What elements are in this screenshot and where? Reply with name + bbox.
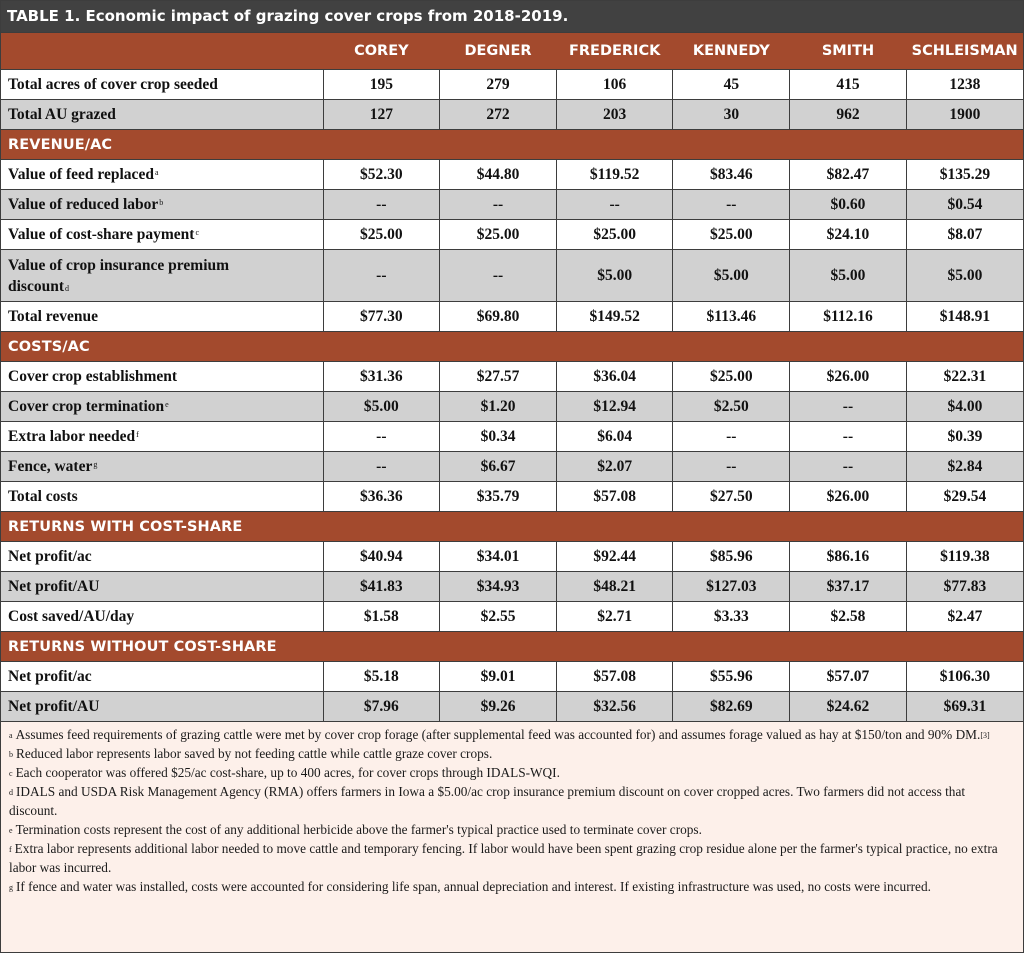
table-cell: $3.33 <box>673 602 790 632</box>
table-cell: 272 <box>440 100 557 130</box>
table-row <box>1 100 1023 130</box>
table-cell: $22.31 <box>906 362 1023 392</box>
table-row <box>1 362 1023 392</box>
section-header: REVENUE/AC <box>1 130 1023 160</box>
footnote-mark: c <box>9 769 13 778</box>
table-cell: $37.17 <box>790 572 907 602</box>
table-cell: 127 <box>323 100 440 130</box>
table-cell: $24.10 <box>790 220 907 250</box>
table-row <box>1 572 1023 602</box>
table-cell: -- <box>323 422 440 452</box>
table-cell: $2.58 <box>790 602 907 632</box>
table-cell: $69.31 <box>906 692 1023 722</box>
section-header-row <box>1 512 1023 542</box>
footnote <box>9 820 1013 839</box>
footnote-marker: d <box>65 283 69 293</box>
table-cell: $1.20 <box>440 392 557 422</box>
table-cell: $85.96 <box>673 542 790 572</box>
footnote-mark: g <box>9 883 13 892</box>
footnote-marker: b <box>159 197 164 207</box>
footnote-mark: b <box>9 750 13 759</box>
table-cell: $35.79 <box>440 482 557 512</box>
table-cell: $25.00 <box>440 220 557 250</box>
economic-impact-table <box>1 32 1023 721</box>
footnote <box>9 744 1013 763</box>
table-cell: -- <box>323 190 440 220</box>
table-cell: $82.69 <box>673 692 790 722</box>
table-cell: $57.08 <box>556 662 673 692</box>
table-cell: $1.58 <box>323 602 440 632</box>
table-cell: $12.94 <box>556 392 673 422</box>
section-header-row <box>1 332 1023 362</box>
footnote-text: Reduced labor represents labor saved by not feeding cattle while cattle graze cover crops. <box>16 746 493 761</box>
footnote-reference: [3] <box>980 731 990 740</box>
column-header-blank <box>1 33 323 70</box>
table-cell: $57.08 <box>556 482 673 512</box>
table-cell: $119.38 <box>906 542 1023 572</box>
table-cell: $5.00 <box>556 250 673 302</box>
footnote-marker: f <box>136 429 139 439</box>
table-cell: $2.47 <box>906 602 1023 632</box>
table-cell: $55.96 <box>673 662 790 692</box>
table-cell: -- <box>323 452 440 482</box>
table-cell: -- <box>790 422 907 452</box>
table-cell: $0.54 <box>906 190 1023 220</box>
table-row <box>1 542 1023 572</box>
table-cell: $5.00 <box>906 250 1023 302</box>
table-cell: $113.46 <box>673 302 790 332</box>
table-cell: $2.84 <box>906 452 1023 482</box>
table-cell: -- <box>673 422 790 452</box>
row-label-text: Net profit/ac <box>8 667 92 685</box>
footnote-mark: f <box>9 845 12 854</box>
table-cell: $2.07 <box>556 452 673 482</box>
table-cell: $26.00 <box>790 482 907 512</box>
footnote-marker: e <box>165 399 169 409</box>
row-label <box>1 602 323 632</box>
table-cell: $0.39 <box>906 422 1023 452</box>
table-cell: $36.36 <box>323 482 440 512</box>
table-cell: -- <box>323 250 440 302</box>
table-cell: $92.44 <box>556 542 673 572</box>
row-label-text: Total revenue <box>8 307 98 325</box>
table-cell: $41.83 <box>323 572 440 602</box>
footnote-mark: d <box>9 788 13 797</box>
row-label-text: Cover crop establishment <box>8 367 178 385</box>
column-header: COREY <box>323 33 440 70</box>
footnote-text: Assumes feed requirements of grazing cattle were met by cover crop forage (after supplemental feed was accounted for) and assumes forage valued as hay at $150/ton and 90% DM. <box>15 727 981 742</box>
row-label-text: Net profit/AU <box>8 577 100 595</box>
table-cell: $82.47 <box>790 160 907 190</box>
table-cell: 1900 <box>906 100 1023 130</box>
footnote <box>9 782 1013 820</box>
row-label-text: Net profit/ac <box>8 547 92 565</box>
column-header: SMITH <box>790 33 907 70</box>
section-header: COSTS/AC <box>1 332 1023 362</box>
table-cell: $52.30 <box>323 160 440 190</box>
table-cell: $8.07 <box>906 220 1023 250</box>
table-row <box>1 250 1023 302</box>
table-cell: $112.16 <box>790 302 907 332</box>
table-cell: $6.67 <box>440 452 557 482</box>
footnote-text: Termination costs represent the cost of any additional herbicide above the farmer's typical practice used to terminate cover crops. <box>15 822 702 837</box>
footnote-marker: a <box>154 167 159 177</box>
table-cell: 962 <box>790 100 907 130</box>
table-title: TABLE 1. Economic impact of grazing cover crops from 2018-2019. <box>1 1 1023 32</box>
row-label <box>1 70 323 100</box>
table-cell: $25.00 <box>323 220 440 250</box>
row-label <box>1 482 323 512</box>
table-cell: $34.01 <box>440 542 557 572</box>
table-cell: $6.04 <box>556 422 673 452</box>
table-row <box>1 602 1023 632</box>
row-label <box>1 692 323 722</box>
table-cell: -- <box>556 190 673 220</box>
row-label-text: Total costs <box>8 487 78 505</box>
table-cell: $77.83 <box>906 572 1023 602</box>
footnote <box>9 763 1013 782</box>
table-cell: $5.00 <box>323 392 440 422</box>
table-cell: $149.52 <box>556 302 673 332</box>
table-row <box>1 302 1023 332</box>
table-cell: $26.00 <box>790 362 907 392</box>
table-cell: $34.93 <box>440 572 557 602</box>
table-cell: $36.04 <box>556 362 673 392</box>
row-label-text: Net profit/AU <box>8 697 100 715</box>
table-cell: $4.00 <box>906 392 1023 422</box>
table-cell: $25.00 <box>556 220 673 250</box>
row-label <box>1 160 323 190</box>
footnotes <box>1 721 1023 896</box>
footnote <box>9 839 1013 877</box>
table-cell: $31.36 <box>323 362 440 392</box>
table-cell: -- <box>790 392 907 422</box>
table-body <box>1 33 1023 722</box>
table-cell: 45 <box>673 70 790 100</box>
table-cell: -- <box>790 452 907 482</box>
footnote <box>9 725 1013 744</box>
section-header: RETURNS WITHOUT COST-SHARE <box>1 632 1023 662</box>
row-label <box>1 250 323 302</box>
table-cell: $29.54 <box>906 482 1023 512</box>
table-cell: $69.80 <box>440 302 557 332</box>
table-row <box>1 662 1023 692</box>
table-cell: $32.56 <box>556 692 673 722</box>
footnote-marker: c <box>195 227 199 237</box>
table-cell: $5.00 <box>790 250 907 302</box>
table-cell: $27.57 <box>440 362 557 392</box>
table-row <box>1 482 1023 512</box>
table-cell: $9.01 <box>440 662 557 692</box>
table-cell: $5.00 <box>673 250 790 302</box>
row-label <box>1 362 323 392</box>
footnote-text: If fence and water was installed, costs were accounted for considering life span, annual depreciation and interest. If existing infrastructure was used, no costs were incurred. <box>16 879 931 894</box>
table-cell: $44.80 <box>440 160 557 190</box>
row-label-line: Value of crop insurance premium <box>8 256 230 274</box>
table-cell: $83.46 <box>673 160 790 190</box>
table-cell: $0.60 <box>790 190 907 220</box>
table-cell: $40.94 <box>323 542 440 572</box>
table-row <box>1 190 1023 220</box>
table-cell: $86.16 <box>790 542 907 572</box>
table-cell: $77.30 <box>323 302 440 332</box>
row-label-text: Fence, water <box>8 457 93 475</box>
table-cell: -- <box>440 250 557 302</box>
row-label <box>1 572 323 602</box>
table-row <box>1 392 1023 422</box>
table-cell: $119.52 <box>556 160 673 190</box>
row-label <box>1 422 323 452</box>
table-cell: $27.50 <box>673 482 790 512</box>
table-cell: $148.91 <box>906 302 1023 332</box>
table-row <box>1 452 1023 482</box>
row-label-text: Value of cost-share payment <box>8 225 195 243</box>
table-cell: $57.07 <box>790 662 907 692</box>
column-header: SCHLEISMAN <box>906 33 1023 70</box>
row-label-text: Total AU grazed <box>8 105 116 123</box>
row-label-text: Extra labor needed <box>8 427 136 445</box>
table-row <box>1 692 1023 722</box>
row-label <box>1 662 323 692</box>
column-header-row <box>1 33 1023 70</box>
table-cell: $25.00 <box>673 362 790 392</box>
column-header: FREDERICK <box>556 33 673 70</box>
section-header: RETURNS WITH COST-SHARE <box>1 512 1023 542</box>
footnote <box>9 877 1013 896</box>
row-label <box>1 100 323 130</box>
table-cell: $135.29 <box>906 160 1023 190</box>
row-label <box>1 452 323 482</box>
column-header: KENNEDY <box>673 33 790 70</box>
row-label-text: Cover crop termination <box>8 397 165 415</box>
table-cell: $2.50 <box>673 392 790 422</box>
footnote-marker: g <box>93 459 98 469</box>
row-label-text: Value of reduced labor <box>8 195 159 213</box>
table-cell: 30 <box>673 100 790 130</box>
table-cell: 415 <box>790 70 907 100</box>
table-row <box>1 220 1023 250</box>
table-row <box>1 70 1023 100</box>
column-header: DEGNER <box>440 33 557 70</box>
table-cell: 106 <box>556 70 673 100</box>
table-cell: $7.96 <box>323 692 440 722</box>
footnote-mark: a <box>9 731 13 740</box>
section-header-row <box>1 130 1023 160</box>
table-cell: $2.55 <box>440 602 557 632</box>
table-cell: $48.21 <box>556 572 673 602</box>
section-header-row <box>1 632 1023 662</box>
row-label-text: Cost saved/AU/day <box>8 607 135 625</box>
row-label <box>1 190 323 220</box>
table-cell: $9.26 <box>440 692 557 722</box>
row-label-text: Total acres of cover crop seeded <box>8 75 218 93</box>
table-cell: $24.62 <box>790 692 907 722</box>
table-cell: $0.34 <box>440 422 557 452</box>
row-label <box>1 302 323 332</box>
table-cell: $106.30 <box>906 662 1023 692</box>
table-cell: $2.71 <box>556 602 673 632</box>
table-row <box>1 422 1023 452</box>
table-cell: $5.18 <box>323 662 440 692</box>
table-cell: 279 <box>440 70 557 100</box>
footnote-mark: e <box>9 826 13 835</box>
row-label <box>1 392 323 422</box>
table-cell: 203 <box>556 100 673 130</box>
table-cell: $25.00 <box>673 220 790 250</box>
footnote-text: Extra labor represents additional labor needed to move cattle and temporary fencing. If labor would have been spent grazing crop residue alone per the farmer's typical practice, no extra labor was incurred. <box>9 841 998 875</box>
footnote-text: Each cooperator was offered $25/ac cost-share, up to 400 acres, for cover crops through IDALS-WQI. <box>15 765 560 780</box>
table-cell: $127.03 <box>673 572 790 602</box>
table-cell: -- <box>673 452 790 482</box>
row-label <box>1 542 323 572</box>
table-cell: -- <box>673 190 790 220</box>
row-label-line: discount <box>8 277 64 295</box>
row-label <box>1 220 323 250</box>
table-cell: -- <box>440 190 557 220</box>
table-cell: 195 <box>323 70 440 100</box>
footnote-text: IDALS and USDA Risk Management Agency (RMA) offers farmers in Iowa a $5.00/ac crop insurance premium discount on cover cropped acres. Two farmers did not access that discount. <box>9 784 966 818</box>
table-row <box>1 160 1023 190</box>
table-cell: 1238 <box>906 70 1023 100</box>
row-label-text: Value of feed replaced <box>8 165 154 183</box>
